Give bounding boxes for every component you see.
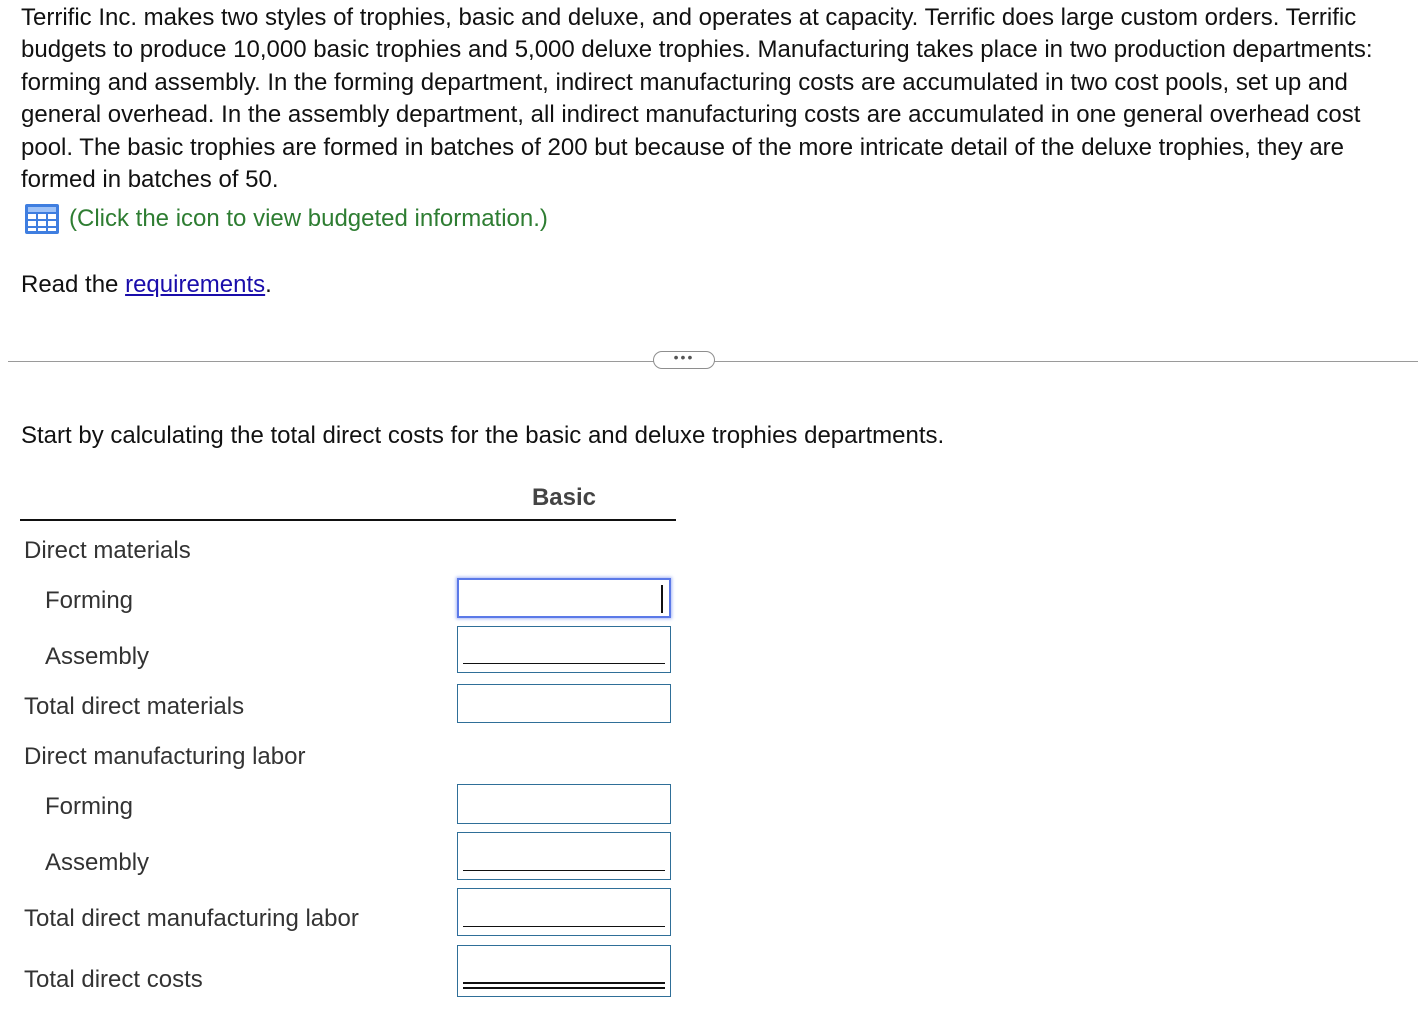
total-direct-costs-input[interactable] (462, 948, 664, 980)
label-direct-materials: Direct materials (24, 537, 191, 564)
column-header-basic: Basic (531, 484, 597, 511)
read-requirements-line (21, 271, 272, 299)
read-prefix: Read the (21, 271, 126, 298)
total-double-underline (463, 982, 665, 989)
dml-forming-input[interactable] (462, 787, 664, 819)
dm-assembly-cell[interactable] (457, 626, 671, 673)
read-suffix: . (265, 271, 272, 298)
label-dml-assembly: Assembly (45, 849, 150, 876)
dm-assembly-input[interactable] (462, 629, 664, 661)
label-total-direct-costs: Total direct costs (24, 966, 203, 993)
dm-total-input[interactable] (462, 687, 664, 719)
label-dm-forming: Forming (45, 587, 134, 614)
dml-total-cell[interactable] (457, 888, 671, 936)
budgeted-info-text[interactable]: (Click the icon to view budgeted information.) (69, 205, 548, 232)
dml-assembly-input[interactable] (462, 835, 664, 867)
budgeted-info-link[interactable] (24, 203, 548, 235)
subtotal-underline (463, 926, 665, 927)
subtotal-underline (463, 870, 665, 871)
label-total-direct-manufacturing-labor: Total direct manufacturing labor (24, 905, 359, 932)
text-caret (661, 585, 663, 613)
instruction-text: Start by calculating the total direct costs for the basic and deluxe trophies departments. (21, 422, 945, 449)
table-grid-icon[interactable] (24, 203, 60, 235)
label-dm-assembly: Assembly (45, 643, 150, 670)
header-rule (20, 519, 676, 521)
label-direct-manufacturing-labor: Direct manufacturing labor (24, 743, 306, 770)
dm-forming-input[interactable] (463, 582, 665, 614)
subtotal-underline (463, 663, 665, 664)
dml-assembly-cell[interactable] (457, 832, 671, 880)
dml-forming-cell[interactable] (457, 784, 671, 824)
more-button[interactable]: ••• (653, 351, 715, 369)
label-dml-forming: Forming (45, 793, 134, 820)
dml-total-input[interactable] (462, 891, 664, 923)
label-total-direct-materials: Total direct materials (24, 693, 245, 720)
dm-total-cell[interactable] (457, 684, 671, 723)
problem-statement: Terrific Inc. makes two styles of trophies, basic and deluxe, and operates at capacity. Terrific does large custom orders. Terrific budgets to produce 10,000 basic trophies and 5,000 deluxe trophies. Manufacturing takes place in two production departments: forming and assembly. In the forming department, indirect manufacturing costs are accumulated in two cost pools, set up and general overhead. In the assembly department, all indirect manufacturing costs are accumulated in one general overhead cost pool. The basic trophies are formed in batches of 200 but because of the more intricate detail of the deluxe trophies, they are formed in batches of 50. (21, 4, 1373, 194)
dm-forming-cell[interactable] (457, 578, 671, 618)
total-direct-costs-cell[interactable] (457, 945, 671, 997)
requirements-link[interactable]: requirements (125, 271, 266, 298)
